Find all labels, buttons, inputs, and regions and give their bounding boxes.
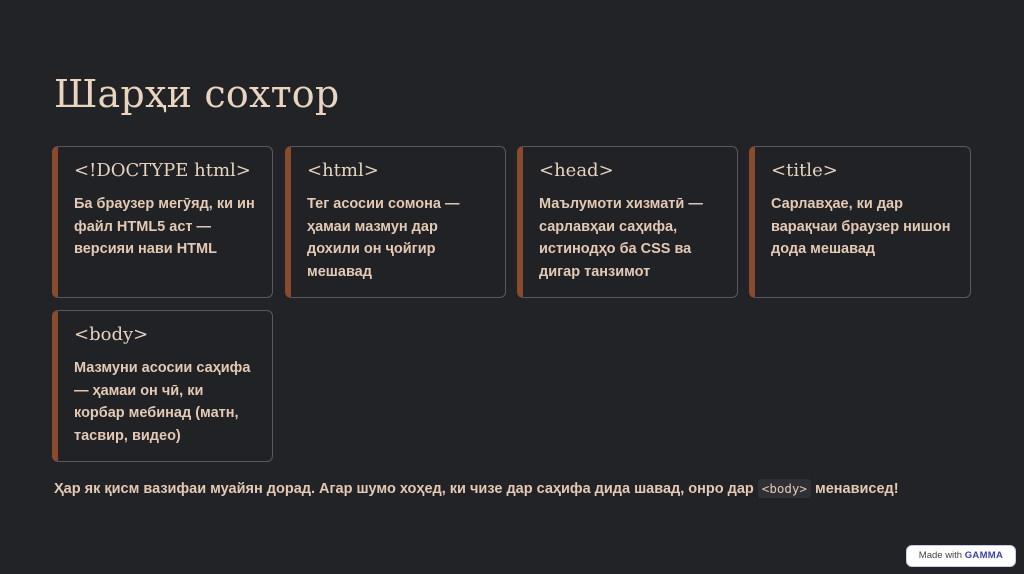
card-description: Маълумоти хизматӣ — сарлавҳаи саҳифа, истинодҳо ба CSS ва дигар танзимот — [539, 196, 703, 280]
card-title: <title> — [771, 160, 838, 181]
card-title: <body> — [74, 324, 149, 345]
footer-note — [54, 481, 899, 497]
made-with-gamma-badge[interactable] — [906, 545, 1016, 567]
badge-label: Made with — [918, 550, 965, 561]
card-html — [285, 146, 506, 298]
inline-code: <body> — [758, 479, 811, 498]
card-title: <html> — [307, 160, 379, 181]
card-body — [52, 310, 273, 462]
card-description: Ба браузер мегӯяд, ки ин файл HTML5 аст — версияи нави HTML — [74, 196, 255, 257]
card-description: Сарлавҳае, ки дар варақчаи браузер нишон дода мешавад — [771, 196, 951, 257]
card-head — [517, 146, 738, 298]
footer-text-before: Ҳар як қисм вазифаи муайян дорад. Агар шумо хоҳед, ки чизе дар саҳифа дида шавад, онро дар — [54, 481, 758, 497]
card-title: <head> — [539, 160, 614, 181]
card-description: Тег асосии сомона — ҳамаи мазмун дар дохили он ҷойгир мешавад — [307, 196, 460, 280]
footer-text-after: менависед! — [810, 481, 899, 497]
slide-title: Шарҳи сохтор — [54, 72, 340, 116]
gamma-logo: GAMMA — [964, 550, 1004, 561]
card-title: <!DOCTYPE html> — [74, 160, 251, 181]
card-doctype — [52, 146, 273, 298]
card-description: Мазмуни асосии саҳифа — ҳамаи он чӣ, ки корбар мебинад (матн, тасвир, видео) — [74, 360, 251, 444]
card-title-tag — [749, 146, 971, 298]
